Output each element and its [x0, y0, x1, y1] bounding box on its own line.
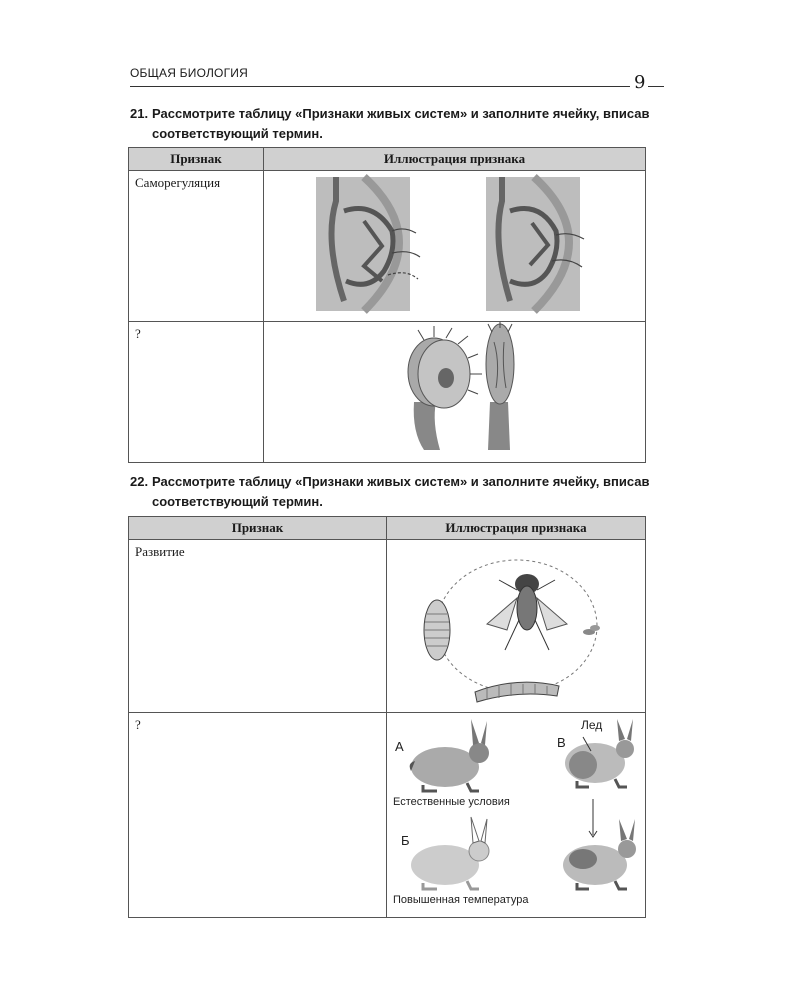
table-cell-illustration — [264, 171, 646, 322]
running-header: ОБЩАЯ БИОЛОГИЯ — [130, 66, 248, 80]
table-22 — [128, 516, 646, 918]
feature-label-unknown: ? — [135, 326, 141, 341]
label-ice: Лед — [581, 718, 603, 732]
question-text-line2: соответствующий термин. — [152, 126, 323, 141]
flytrap-closed — [486, 322, 514, 450]
rabbit-a — [410, 719, 489, 791]
table-cell-feature — [129, 713, 387, 918]
rabbit-experiment-illustration — [387, 713, 645, 913]
page-number: 9 — [634, 72, 646, 93]
larva — [475, 682, 559, 702]
question-text-line1: Рассмотрите таблицу «Признаки живых систем» и заполните ячейку, вписав — [152, 474, 650, 489]
table-cell-illustration — [264, 322, 646, 463]
col-header-illustration: Иллюстрация признака — [387, 517, 646, 540]
table-cell-illustration — [387, 540, 646, 713]
table-cell-feature — [129, 540, 387, 713]
page-number-dash — [648, 86, 664, 87]
cell-membrane-illustration — [264, 171, 644, 317]
question-text-line1: Рассмотрите таблицу «Признаки живых систем» и заполните ячейку, вписав — [152, 106, 650, 121]
table-cell-feature — [129, 322, 264, 463]
question-22 — [130, 472, 660, 512]
cell-diagram-left — [316, 177, 420, 311]
question-21 — [130, 104, 660, 144]
eggs — [583, 625, 600, 635]
col-header-feature: Признак — [129, 148, 264, 171]
fly-lifecycle-illustration — [387, 540, 645, 708]
caption-high-temp: Повышенная температура — [393, 894, 529, 906]
rabbit-v-result — [563, 819, 636, 889]
question-number: 22. — [130, 474, 149, 489]
pupa — [424, 600, 450, 660]
header-rule — [130, 86, 630, 87]
table-cell-illustration — [387, 713, 646, 918]
venus-flytrap-illustration — [264, 322, 644, 458]
col-header-illustration: Иллюстрация признака — [264, 148, 646, 171]
feature-label: Развитие — [135, 544, 185, 559]
caption-natural: Естественные условия — [393, 796, 510, 808]
flytrap-open — [408, 326, 482, 450]
adult-fly — [487, 574, 567, 650]
table-cell-feature — [129, 171, 264, 322]
cell-diagram-right — [486, 177, 584, 311]
feature-label: Саморегуляция — [135, 175, 221, 190]
rabbit-b — [411, 817, 489, 889]
label-v: В — [557, 735, 566, 750]
question-number: 21. — [130, 106, 149, 121]
feature-label-unknown: ? — [135, 717, 141, 732]
col-header-feature: Признак — [129, 517, 387, 540]
label-a: А — [395, 739, 404, 754]
question-text-line2: соответствующий термин. — [152, 494, 323, 509]
label-b: Б — [401, 833, 410, 848]
table-21 — [128, 147, 646, 463]
